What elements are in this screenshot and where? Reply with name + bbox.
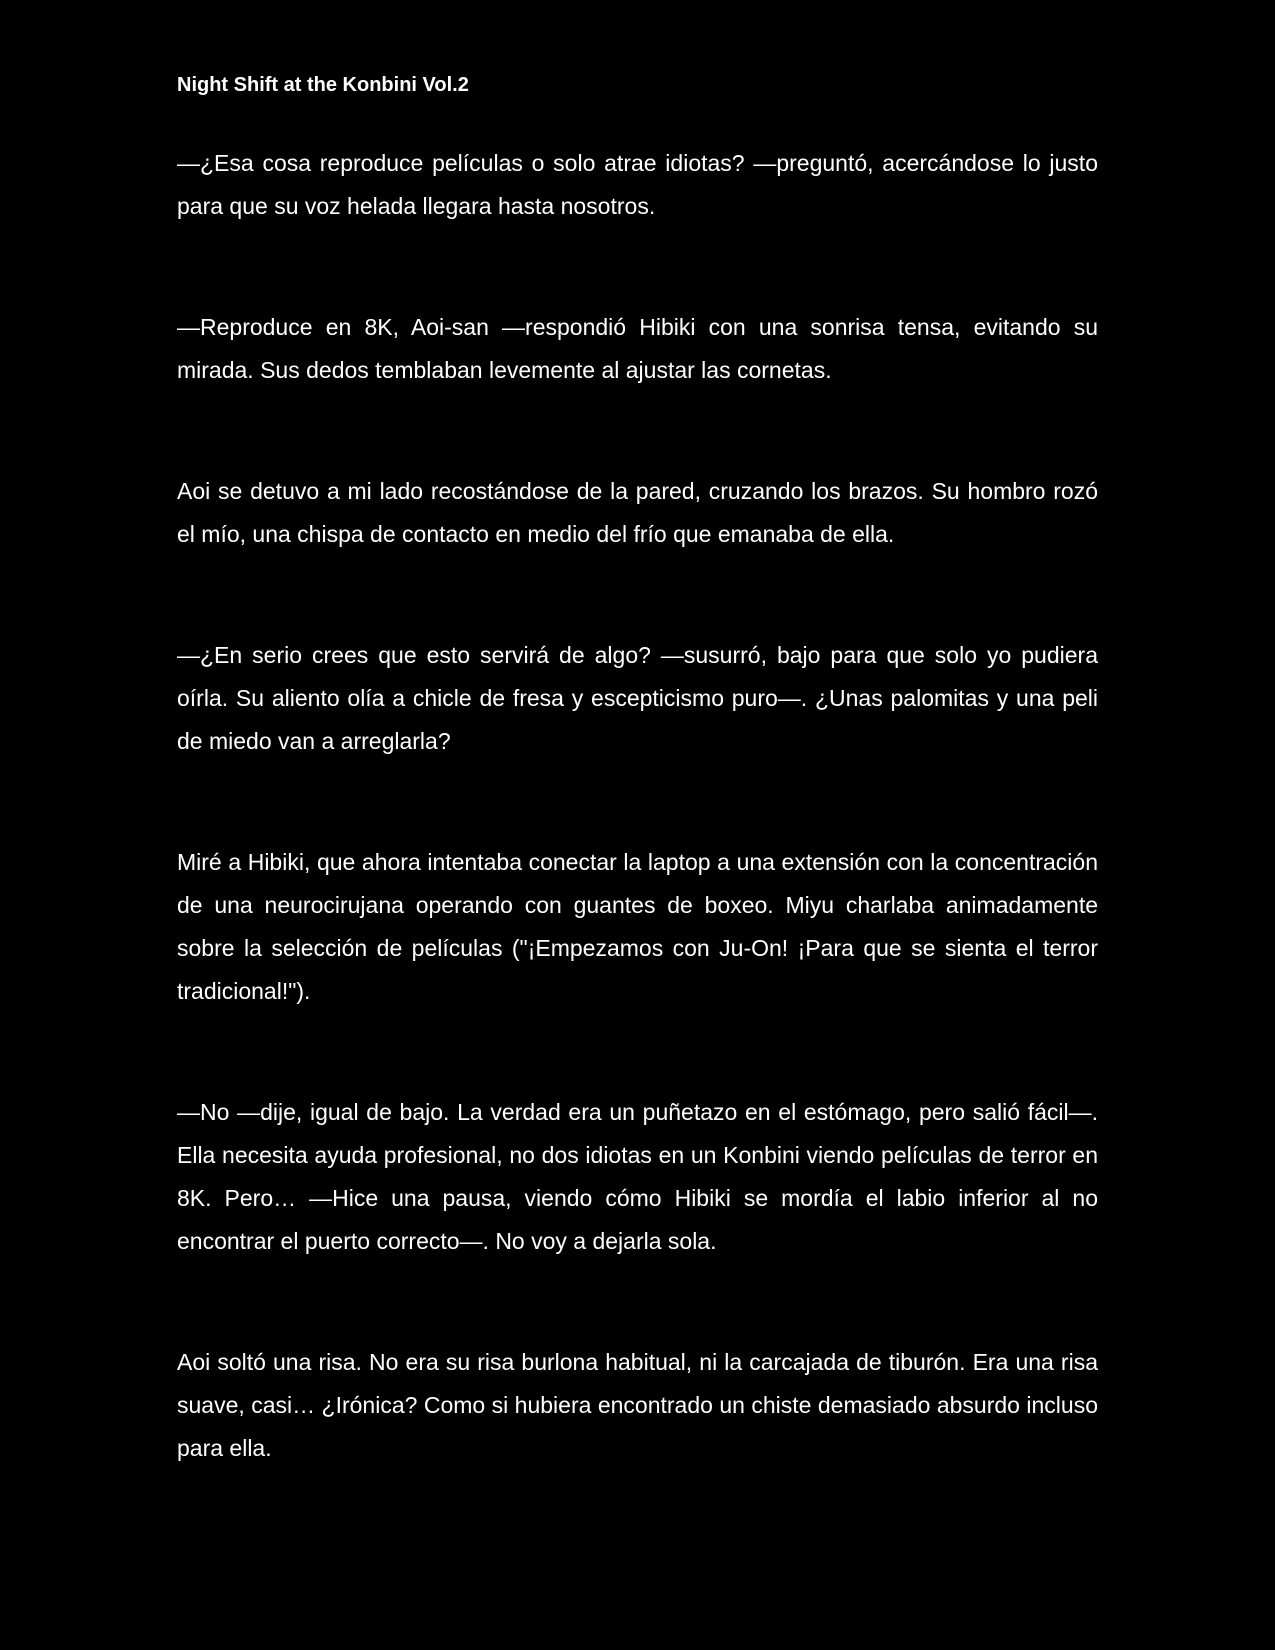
paragraph: Miré a Hibiki, que ahora intentaba conectar la laptop a una extensión con la concentración de una neurocirujana operando con guantes de boxeo. Miyu charlaba animadamente sobre la selección de películas ("¡Empezamos con Ju-On! ¡Para que se sienta el terror tradicional!"). xyxy=(177,849,1098,1004)
paragraph: Aoi soltó una risa. No era su risa burlona habitual, ni la carcajada de tiburón. Era una risa suave, casi… ¿Irónica? Como si hubiera encontrado un chiste demasiado absurdo incluso para ella. xyxy=(177,1349,1098,1461)
paragraph: —No —dije, igual de bajo. La verdad era un puñetazo en el estómago, pero salió fácil—. Ella necesita ayuda profesional, no dos idiotas en un Konbini viendo películas de terror en 8K. Pero… —Hice una pausa, viendo cómo Hibiki se mordía el labio inferior al no encontrar el puerto correcto—. No voy a dejarla sola. xyxy=(177,1099,1098,1254)
paragraph: —Reproduce en 8K, Aoi-san —respondió Hibiki con una sonrisa tensa, evitando su mirada. Sus dedos temblaban levemente al ajustar las cornetas. xyxy=(177,314,1098,383)
body-text xyxy=(177,142,1098,1548)
paragraph: —¿Esa cosa reproduce películas o solo atrae idiotas? —preguntó, acercándose lo justo para que su voz helada llegara hasta nosotros. xyxy=(177,150,1098,219)
running-header: Night Shift at the Konbini Vol.2 xyxy=(177,74,469,96)
paragraph: Aoi se detuvo a mi lado recostándose de la pared, cruzando los brazos. Su hombro rozó el mío, una chispa de contacto en medio del frío que emanaba de ella. xyxy=(177,478,1098,547)
paragraph: —¿En serio crees que esto servirá de algo? —susurró, bajo para que solo yo pudiera oírla. Su aliento olía a chicle de fresa y escepticismo puro—. ¿Unas palomitas y una peli de miedo van a arreglarla? xyxy=(177,642,1098,754)
